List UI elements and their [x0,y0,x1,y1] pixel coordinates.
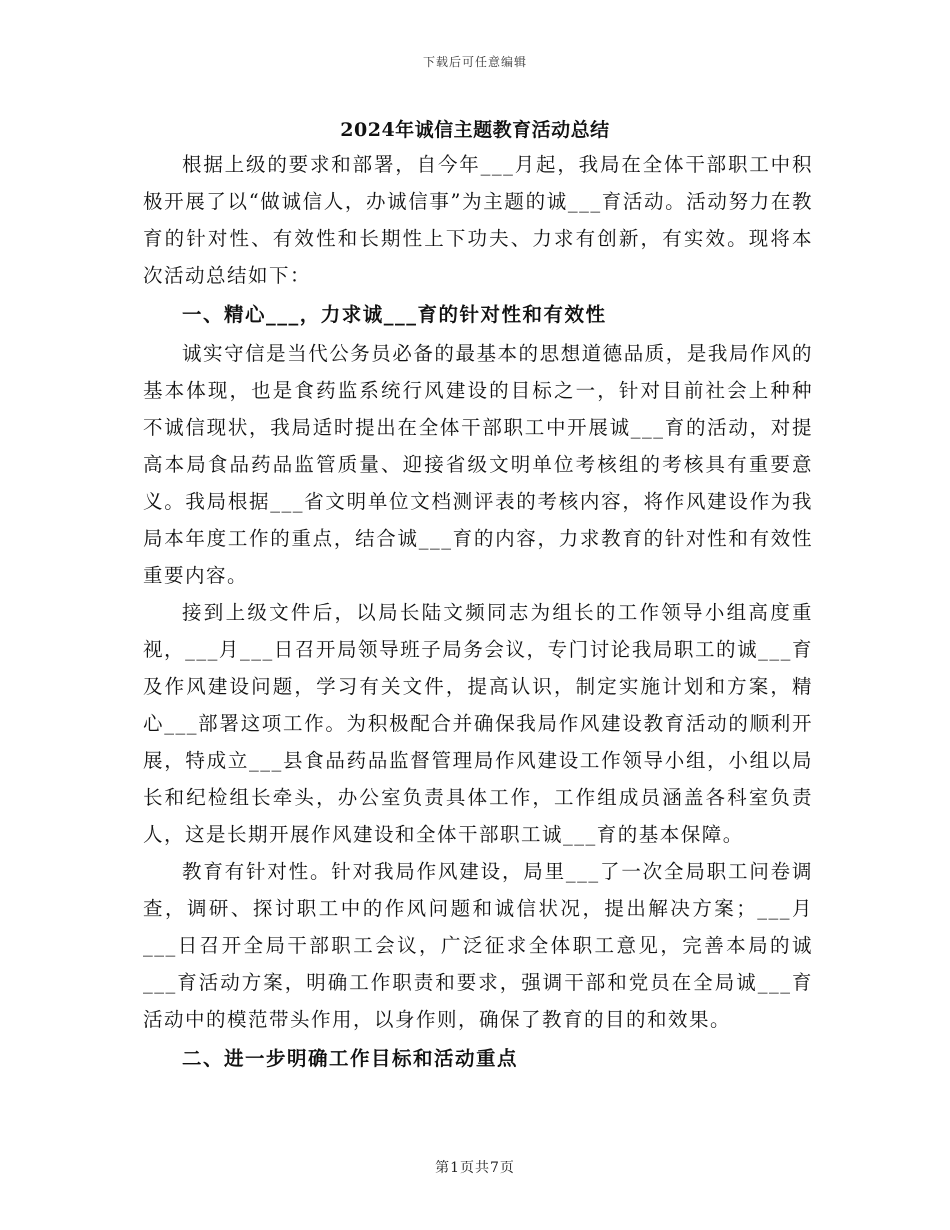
document-body [143,146,813,1079]
document-title: 2024年诚信主题教育活动总结 [340,119,610,141]
page-number: 第1页共7页 [435,1160,515,1176]
paragraph-intro: 根据上级的要求和部署，自今年___月起，我局在全体干部职工中积极开展了以“做诚信人，办诚信事”为主题的诚___育活动。活动努力在教育的针对性、有效性和长期性上下功夫、力求有创新，有实效。现将本次活动总结如下： [143,153,813,287]
header-note: 下载后可任意编辑 [422,55,527,69]
paragraph-integrity: 诚实守信是当代公务员必备的最基本的思想道德品质，是我局作风的基本体现，也是食药监系统行风建设的目标之一，针对目前社会上种种不诚信现状，我局适时提出在全体干部职工中开展诚___育的活动，对提高本局食品药品监管质量、迎接省级文明单位考核组的考核具有重要意义。我局根据___省文明单位文档测评表的考核内容，将作风建设作为我局本年度工作的重点，结合诚___育的内容，力求教育的针对性和有效性重要内容。 [143,342,813,587]
section-heading-1: 一、精心___，力求诚___育的针对性和有效性 [182,303,607,326]
section-heading-2: 二、进一步明确工作目标和活动重点 [182,1047,519,1070]
paragraph-targeted-education: 教育有针对性。针对我局作风建设，局里___了一次全局职工问卷调查，调研、探讨职工中的作风问题和诚信状况，提出解决方案；___月___日召开全局干部职工会议，广泛征求全体职工意见，完善本局的诚___育活动方案，明确工作职责和要求，强调干部和党员在全局诚___育活动中的模范带头作用，以身作则，确保了教育的目的和效果。 [143,860,813,1031]
paragraph-leadership: 接到上级文件后，以局长陆文频同志为组长的工作领导小组高度重视，___月___日召开局领导班子局务会议，专门讨论我局职工的诚___育及作风建设问题，学习有关文件，提高认识，制定实施计划和方案，精心___部署这项工作。为积极配合并确保我局作风建设教育活动的顺利开展，特成立___县食品药品监督管理局作风建设工作领导小组，小组以局长和纪检组长牵头，办公室负责具体工作，工作组成员涵盖各科室负责人，这是长期开展作风建设和全体干部职工诚___育的基本保障。 [143,601,813,846]
